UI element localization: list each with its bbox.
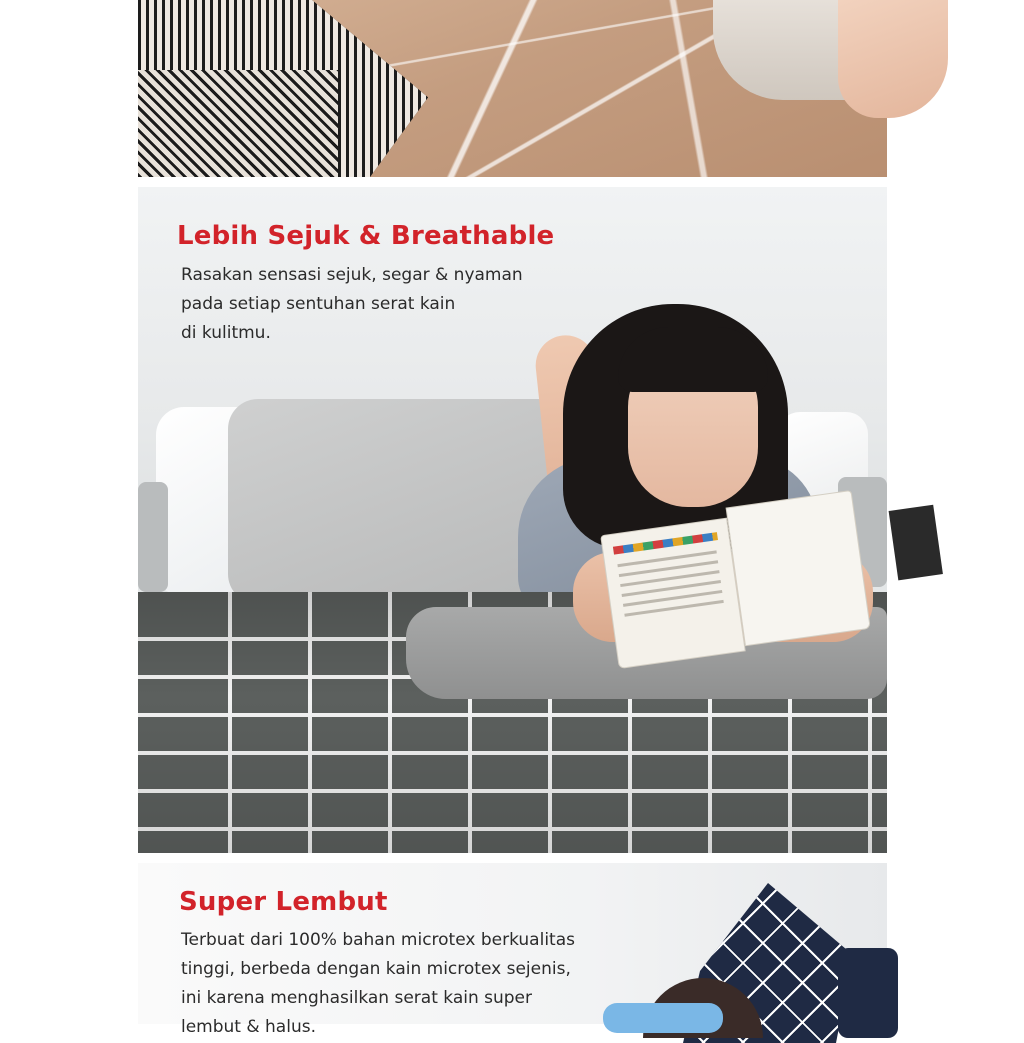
girl-bangs-image	[618, 327, 768, 392]
body-line: ini karena menghasilkan serat kain super	[181, 988, 533, 1008]
book-left-page	[600, 518, 746, 670]
body-line: Terbuat dari 100% bahan microtex berkualitas	[181, 930, 575, 950]
feature-section-breathable	[138, 187, 887, 853]
product-photo-beige-bedding	[138, 0, 887, 177]
body-line: Rasakan sensasi sejuk, segar & nyaman	[181, 265, 523, 285]
body-line: tinggi, berbeda dengan kain microtex sejenis,	[181, 959, 571, 979]
section-headline: Super Lembut	[179, 887, 388, 917]
soft-body	[181, 926, 575, 1042]
book-right-page	[726, 490, 871, 646]
body-line: pada setiap sentuhan serat kain	[181, 294, 456, 314]
arm-image	[838, 0, 948, 118]
body-line: lembut & halus.	[181, 1017, 316, 1037]
headboard-left	[138, 482, 168, 592]
breathable-body	[181, 261, 523, 348]
section-headline: Lebih Sejuk & Breathable	[177, 221, 555, 251]
soft-text-block	[179, 887, 388, 917]
navy-pillow-image	[838, 948, 898, 1038]
body-line: di kulitmu.	[181, 323, 271, 343]
feature-section-soft	[138, 863, 887, 1037]
blue-headband-image	[603, 1003, 723, 1033]
book-cover-panel	[889, 505, 943, 581]
breathable-text-block	[177, 221, 554, 251]
